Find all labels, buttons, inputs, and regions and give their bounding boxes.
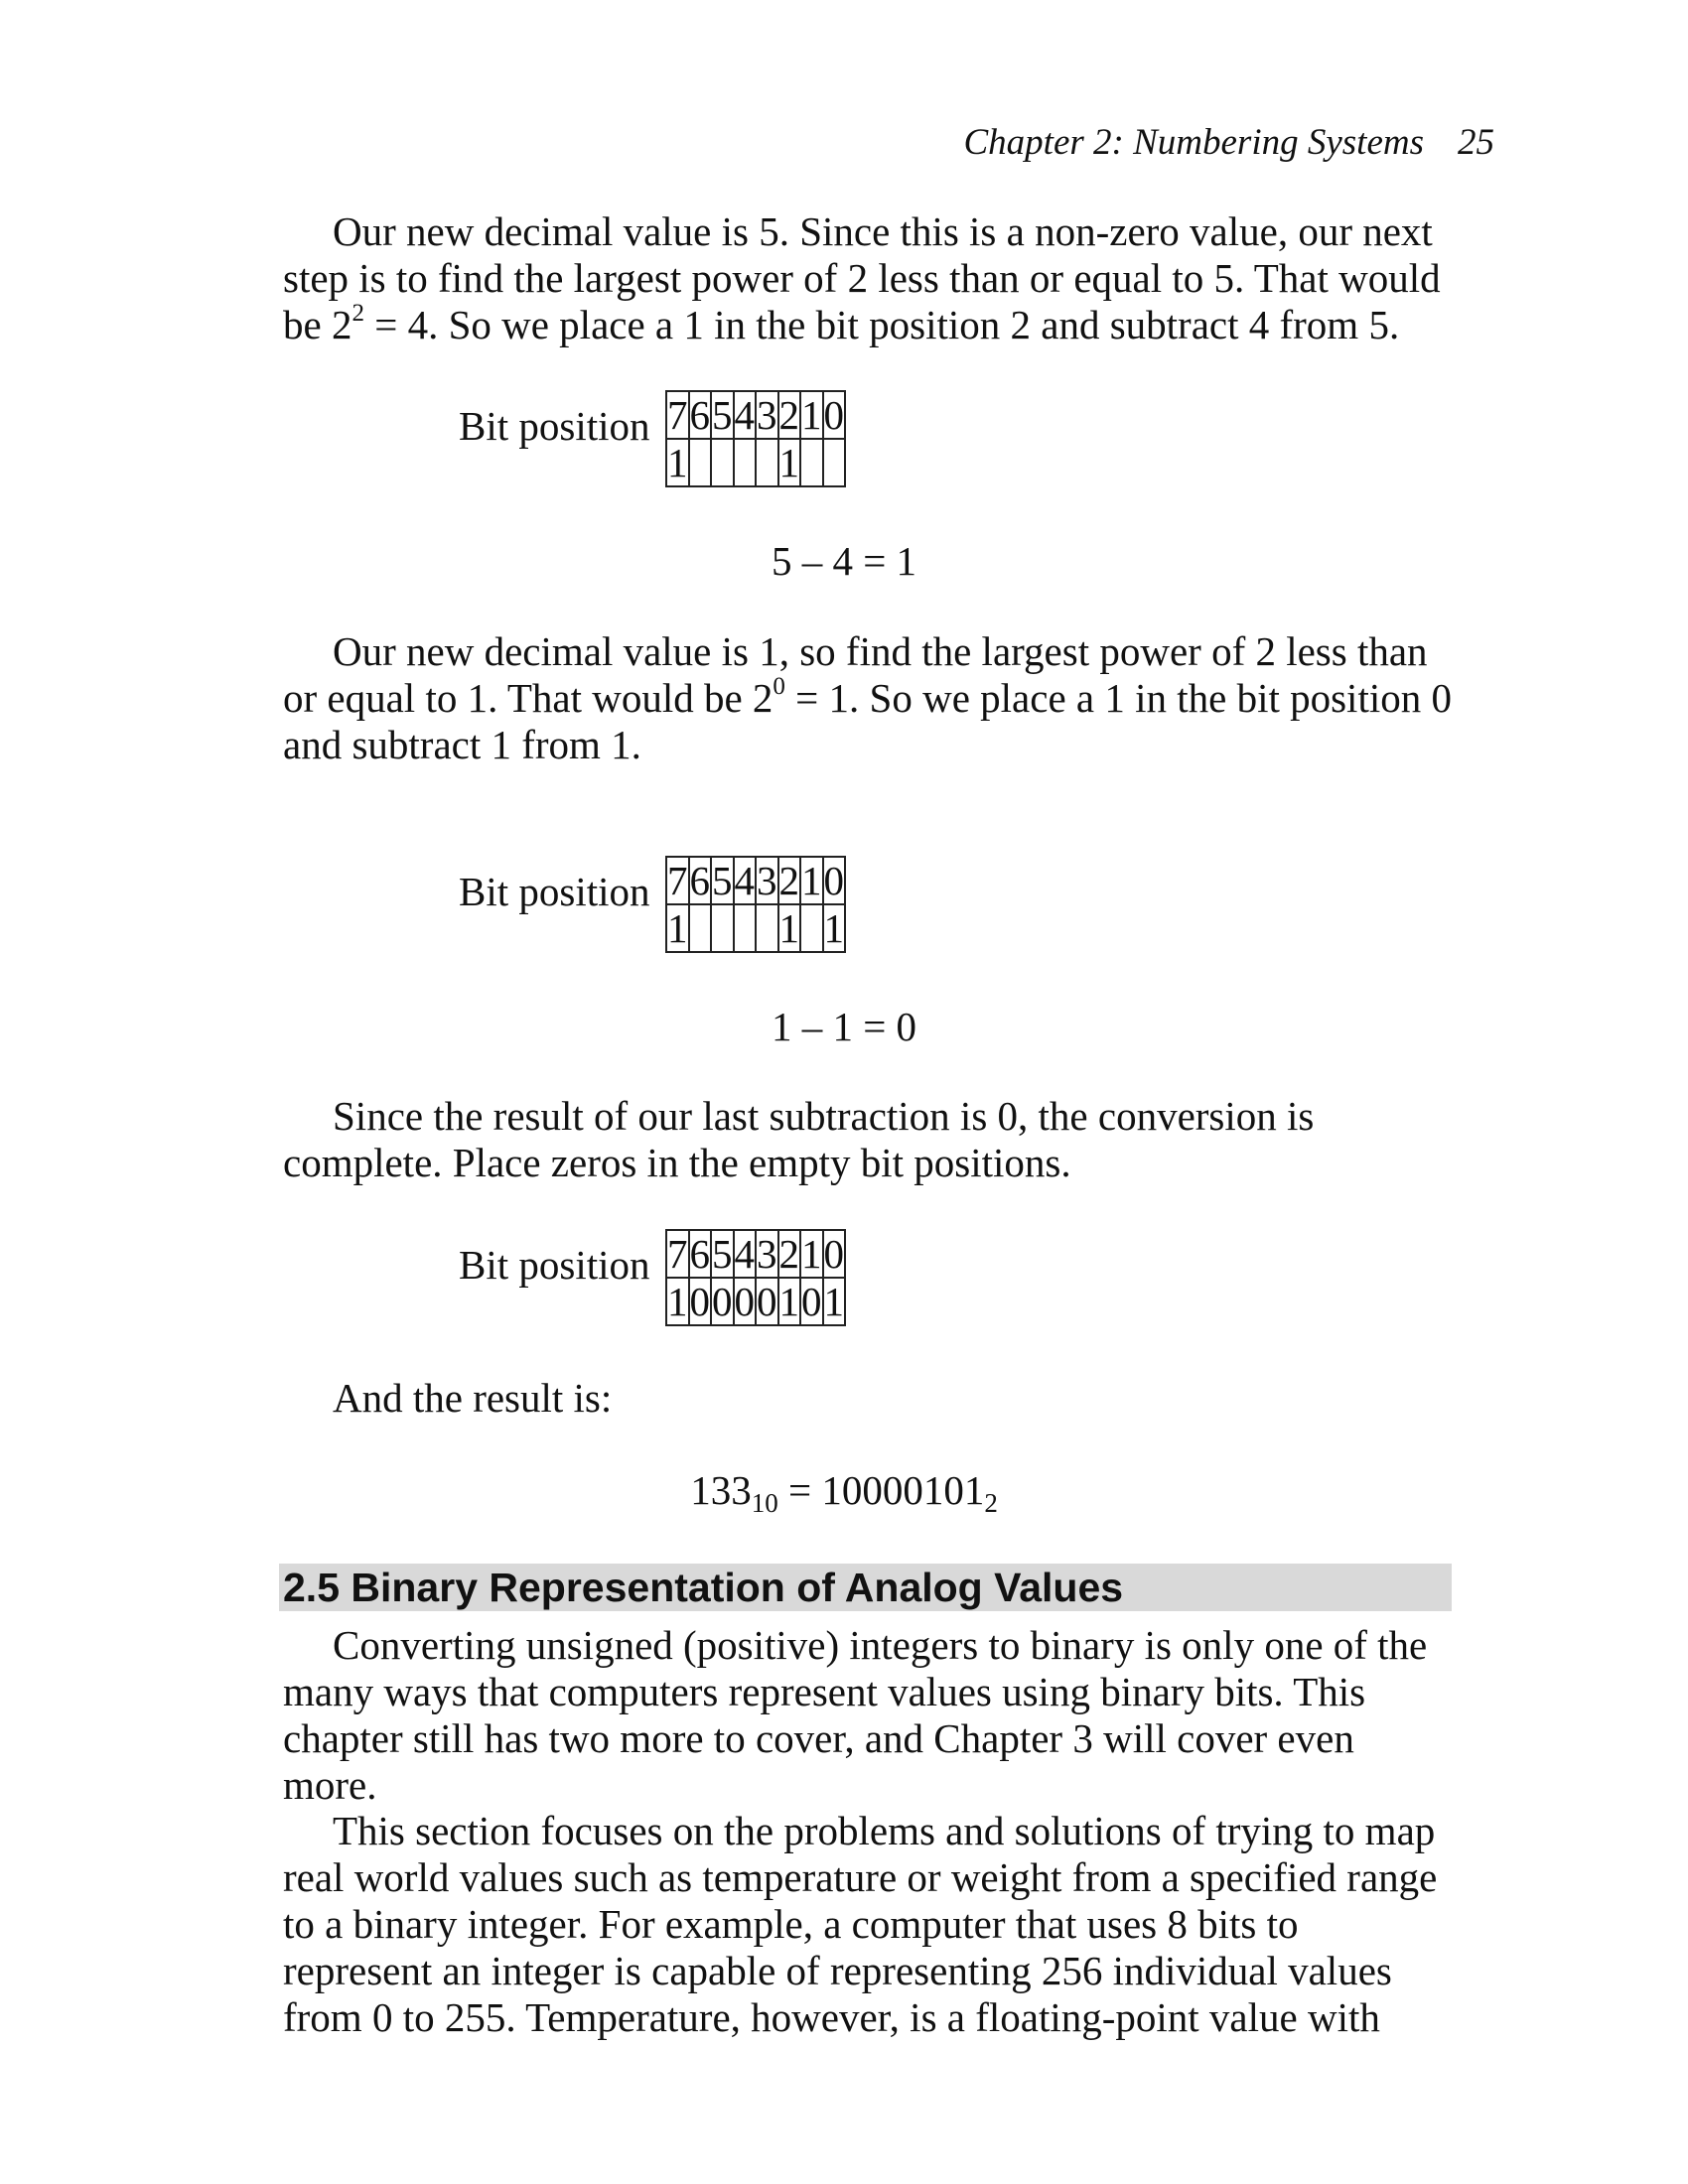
paragraph-1-text-b: = 4. So we place a 1 in the bit position 2 and subtract 4 from 5. <box>363 302 1400 347</box>
decimal-value: 133 <box>690 1467 752 1513</box>
binary-base: 2 <box>984 1488 998 1518</box>
bit-value-cell <box>756 439 778 486</box>
bit-position-label: Bit position <box>459 1242 650 1288</box>
bit-header-cell: 4 <box>734 392 755 438</box>
chapter-title: Chapter 2: Numbering Systems <box>963 122 1424 163</box>
bit-value-cell <box>711 439 734 486</box>
bit-header-cell: 3 <box>757 858 777 903</box>
paragraph-4-text: And the result is: <box>333 1375 613 1421</box>
exponent: 2 <box>352 300 364 327</box>
bit-header-cell: 2 <box>778 1231 799 1277</box>
bit-header-cell: 3 <box>757 392 777 438</box>
bit-header-cell: 1 <box>801 392 822 438</box>
decimal-base: 10 <box>751 1488 778 1518</box>
bit-header-cell: 1 <box>801 1231 822 1277</box>
bit-position-label: Bit position <box>459 869 650 914</box>
paragraph-1 <box>283 208 1455 348</box>
binary-value: 10000101 <box>821 1467 985 1513</box>
result-equation <box>0 1466 1688 1519</box>
bit-table-3 <box>665 1229 846 1326</box>
paragraph-6 <box>283 1808 1455 2041</box>
bit-value-cell <box>734 439 757 486</box>
bit-table-2 <box>665 856 846 953</box>
bit-value-cell: 0 <box>757 1279 777 1324</box>
bit-header-cell: 5 <box>712 392 733 438</box>
page-number: 25 <box>1458 122 1494 163</box>
bit-header-cell: 0 <box>823 1231 844 1277</box>
bit-header-cell: 4 <box>734 858 755 903</box>
bit-value-cell: 0 <box>689 1279 710 1324</box>
bit-header-cell: 7 <box>667 1231 688 1277</box>
bit-header-cell: 6 <box>689 858 710 903</box>
section-heading: 2.5 Binary Representation of Analog Values <box>279 1564 1452 1611</box>
exponent: 0 <box>773 673 785 700</box>
bit-value-cell: 1 <box>778 905 799 951</box>
bit-value-cell: 1 <box>778 440 799 485</box>
bit-header-cell: 4 <box>734 1231 755 1277</box>
bit-value-cell: 0 <box>712 1279 733 1324</box>
bit-value-cell: 1 <box>823 1279 844 1324</box>
paragraph-4 <box>283 1375 1455 1422</box>
bit-header-cell: 2 <box>778 392 799 438</box>
bit-header-cell: 0 <box>823 858 844 903</box>
paragraph-3-text: Since the result of our last subtraction is 0, the conversion is complete. Place zeros in the empty bit positions. <box>283 1093 1315 1185</box>
bit-value-cell <box>689 904 712 952</box>
bit-header-cell: 2 <box>778 858 799 903</box>
bit-value-cell: 1 <box>823 905 844 951</box>
paragraph-2-text-b: = 1. So we place a 1 in the bit position 0 and subtract 1 from 1. <box>283 675 1452 767</box>
bit-table-1 <box>665 390 846 487</box>
bit-value-cell <box>823 439 846 486</box>
bit-value-cell <box>800 904 823 952</box>
paragraph-2 <box>283 628 1455 768</box>
equation-1: 5 – 4 = 1 <box>771 538 917 584</box>
bit-header-cell: 7 <box>667 858 688 903</box>
bit-value-cell <box>756 904 778 952</box>
bit-value-cell: 1 <box>667 440 688 485</box>
bit-value-cell <box>734 904 757 952</box>
bit-position-label: Bit position <box>459 403 650 449</box>
running-header <box>964 121 1495 164</box>
bit-header-cell: 1 <box>801 858 822 903</box>
bit-header-cell: 3 <box>757 1231 777 1277</box>
paragraph-5 <box>283 1622 1455 1809</box>
bit-header-cell: 6 <box>689 392 710 438</box>
bit-value-cell <box>711 904 734 952</box>
bit-value-cell: 0 <box>734 1279 755 1324</box>
paragraph-2-text-a: Our new decimal value is 1, so find the largest power of 2 less than or equal to 1. That would be 2 <box>283 628 1428 721</box>
paragraph-6-text: This section focuses on the problems and solutions of trying to map real world values such as temperature or weight from a specified range to a binary integer. For example, a computer that uses 8 bits to represent an integer is capable of representing 256 individual values from 0 to 255. Temperature, however, is a floating-point value with <box>283 1808 1438 2040</box>
bit-value-cell: 0 <box>801 1279 822 1324</box>
bit-header-cell: 0 <box>823 392 844 438</box>
equation-2: 1 – 1 = 0 <box>771 1004 917 1049</box>
bit-header-cell: 6 <box>689 1231 710 1277</box>
bit-value-cell: 1 <box>778 1279 799 1324</box>
paragraph-5-text: Converting unsigned (positive) integers to binary is only one of the many ways that computers represent values using binary bits. This chapter still has two more to cover, and Chapter 3 will cover even more. <box>283 1622 1428 1808</box>
bit-value-cell: 1 <box>667 905 688 951</box>
paragraph-1-text-a: Our new decimal value is 5. Since this is a non-zero value, our next step is to find the largest power of 2 less than or equal to 5. That would be 2 <box>283 208 1441 347</box>
bit-header-cell: 5 <box>712 1231 733 1277</box>
bit-value-cell <box>800 439 823 486</box>
bit-value-cell: 1 <box>667 1279 688 1324</box>
equals-sign: = <box>777 1467 822 1513</box>
bit-header-cell: 5 <box>712 858 733 903</box>
bit-header-cell: 7 <box>667 392 688 438</box>
paragraph-3 <box>283 1093 1455 1186</box>
bit-value-cell <box>689 439 712 486</box>
